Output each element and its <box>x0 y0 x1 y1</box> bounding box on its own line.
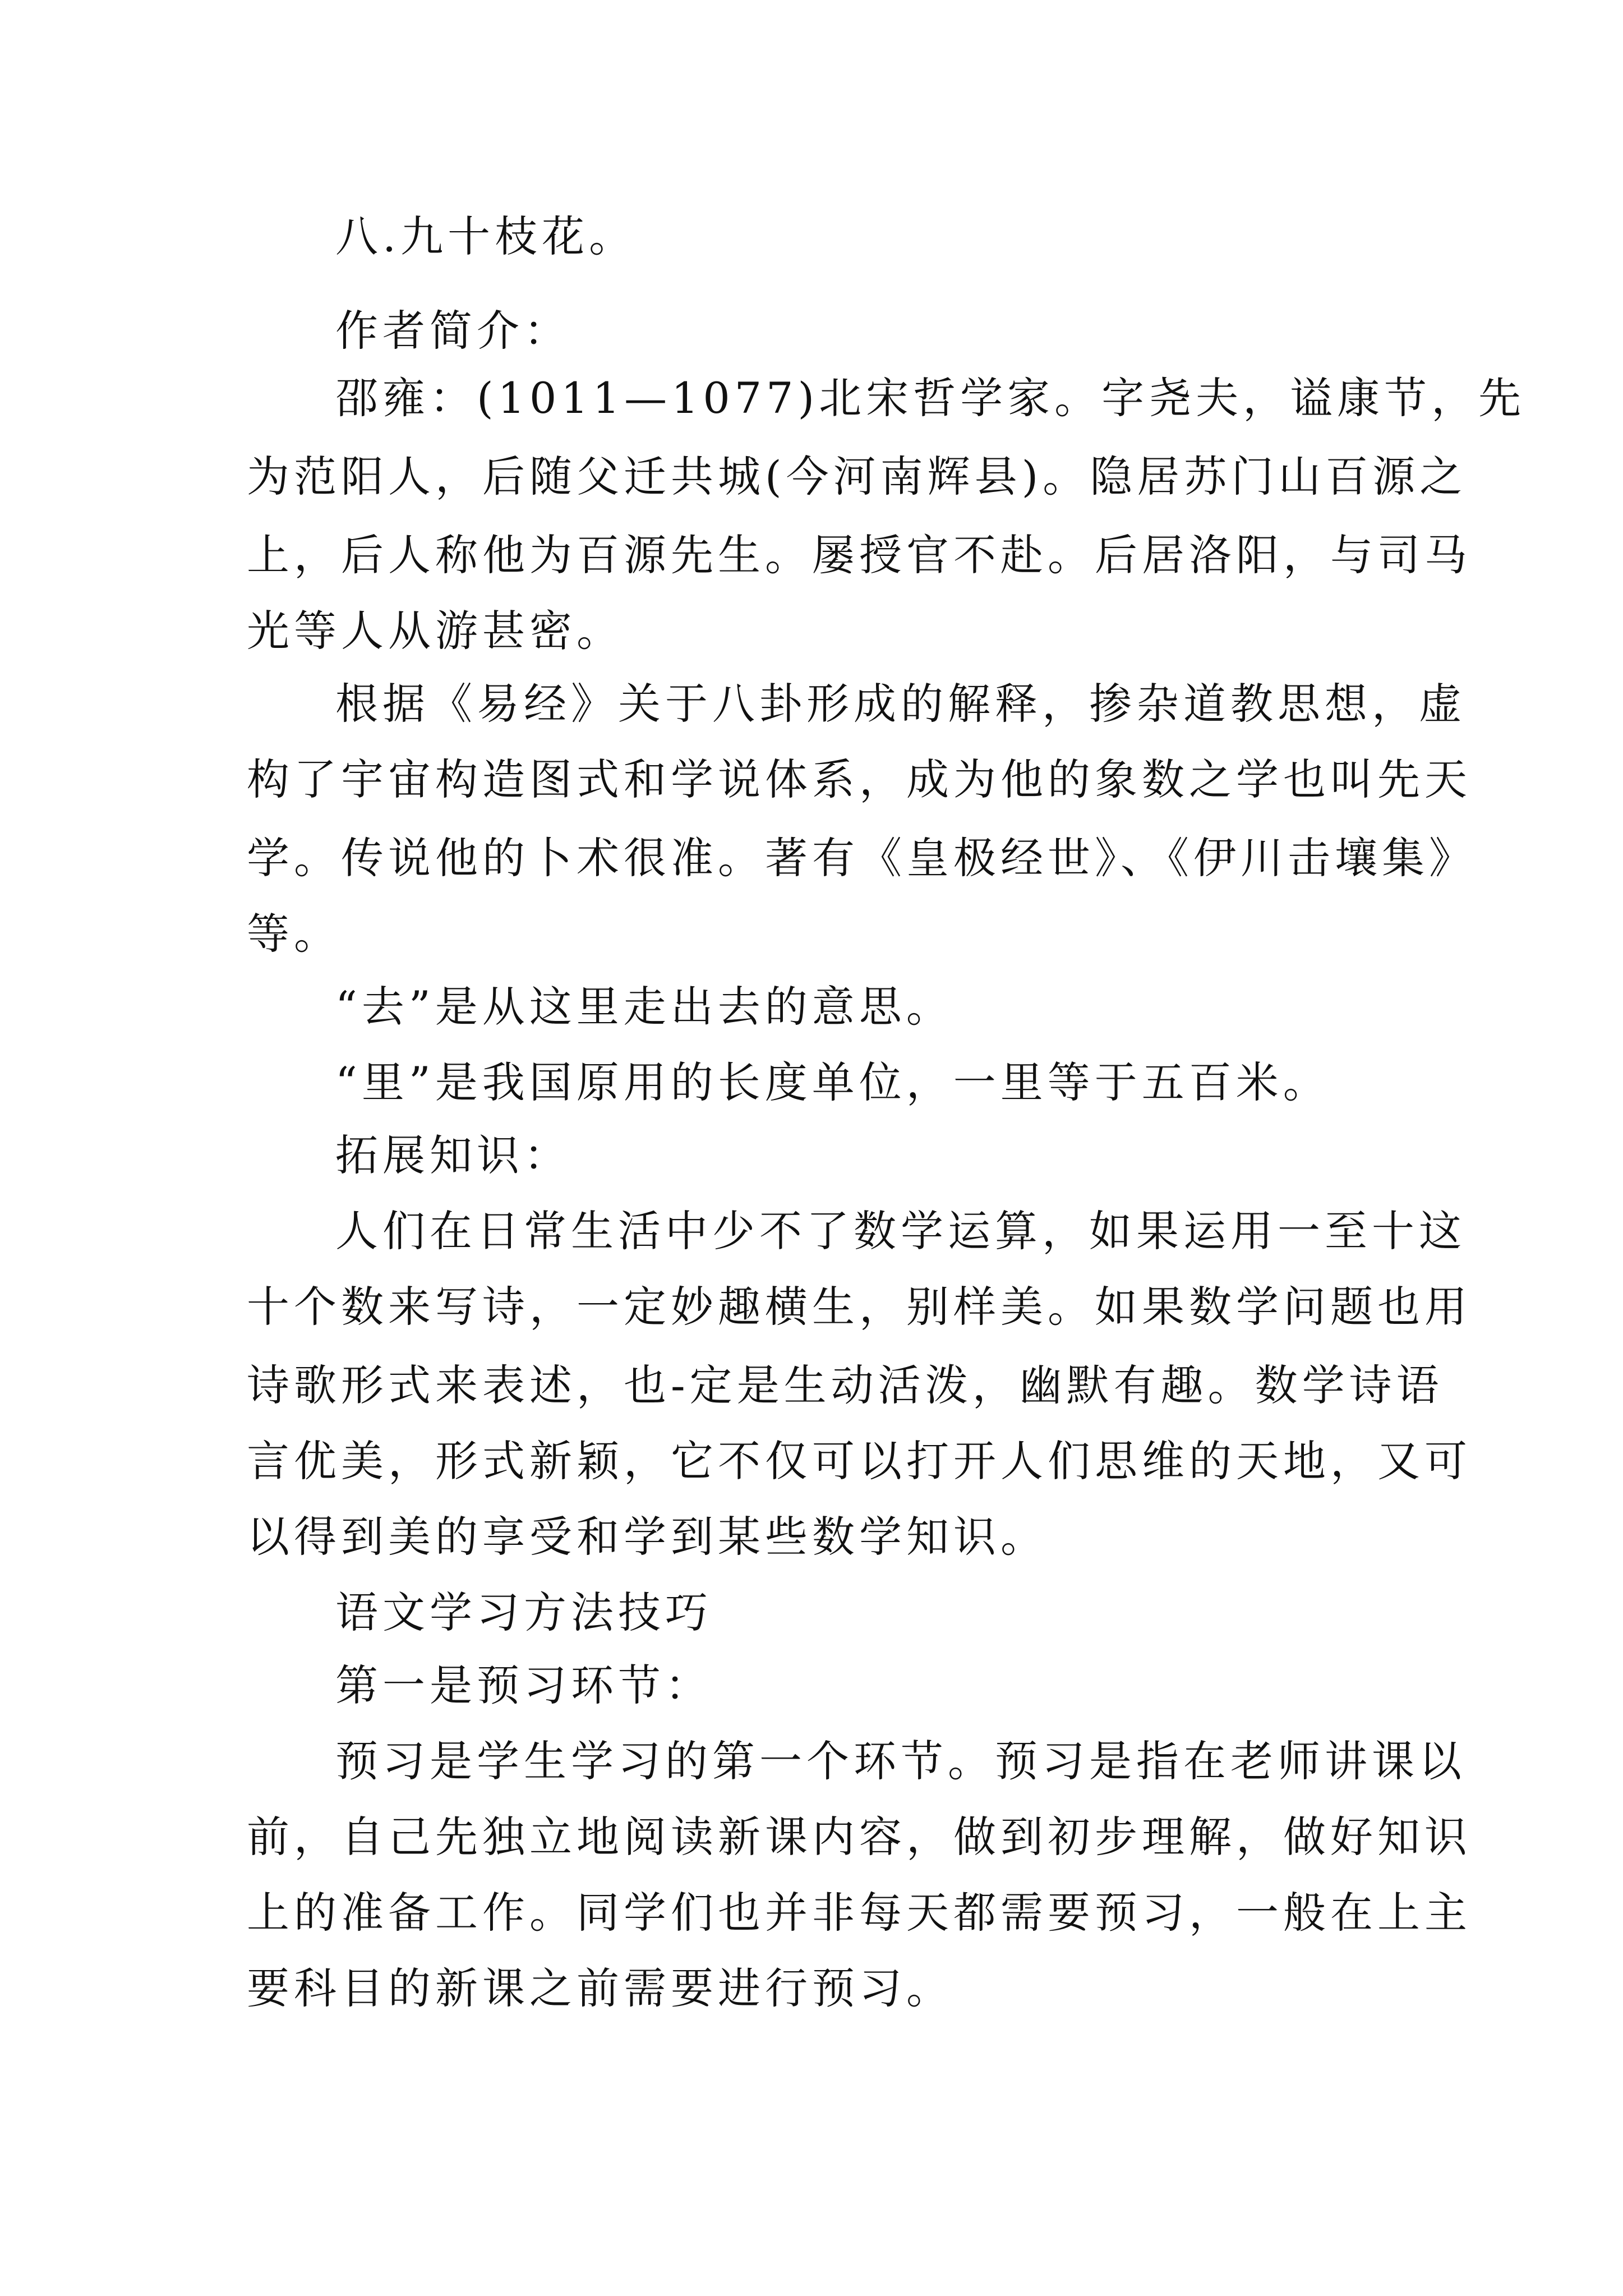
heading-author-intro: 作者简介： <box>335 306 571 356</box>
paragraph-line: 诗歌形式来表述，也-定是生动活泼，幽默有趣。数学诗语 <box>247 1360 1444 1410</box>
paragraph-line: 要科目的新课之前需要进行预习。 <box>247 1963 953 2013</box>
heading-extended-knowledge: 拓展知识： <box>335 1130 571 1180</box>
paragraph-line: 十个数来写诗，一定妙趣横生，别样美。如果数学问题也用 <box>247 1282 1472 1332</box>
paragraph-line: 上，后人称他为百源先生。屡授官不赴。后居洛阳，与司马 <box>247 530 1472 580</box>
paragraph-line: 等。 <box>247 909 341 959</box>
paragraph-line: 构了宇宙构造图式和学说体系，成为他的象数之学也叫先天 <box>247 754 1472 804</box>
heading-study-methods: 语文学习方法技巧 <box>335 1588 712 1637</box>
paragraph-line: 言优美，形式新颖，它不仅可以打开人们思维的天地，又可 <box>247 1436 1472 1486</box>
paragraph-line: “去”是从这里走出去的意思。 <box>335 982 953 1032</box>
heading-preview-step: 第一是预习环节： <box>335 1660 712 1710</box>
paragraph-line: 以得到美的享受和学到某些数学知识。 <box>247 1512 1048 1562</box>
paragraph-line: 上的准备工作。同学们也并非每天都需要预习，一般在上主 <box>247 1888 1472 1938</box>
paragraph-line: 根据《易经》关于八卦形成的解释，掺杂道教思想，虚 <box>335 679 1466 729</box>
paragraph-line: 学。传说他的卜术很准。著有《皇极经世》、《伊川击壤集》 <box>247 833 1476 883</box>
paragraph-line: 预习是学生学习的第一个环节。预习是指在老师讲课以 <box>335 1736 1466 1786</box>
paragraph-line: 为范阳人，后随父迁共城(今河南辉县)。隐居苏门山百源之 <box>247 452 1467 501</box>
paragraph-line: 前，自己先独立地阅读新课内容，做到初步理解，做好知识 <box>247 1812 1472 1862</box>
paragraph-line: 光等人从游甚密。 <box>247 606 624 656</box>
paragraph-line: 人们在日常生活中少不了数学运算，如果运用一至十这 <box>335 1206 1466 1256</box>
paragraph-line: 邵雍：(1011—1077)北宋哲学家。字尧夫，谥康节，先 <box>335 373 1526 423</box>
paragraph-line: “里”是我国原用的长度单位，一里等于五百米。 <box>335 1057 1330 1107</box>
section-heading-poem: 八.九十枝花。 <box>335 211 637 261</box>
